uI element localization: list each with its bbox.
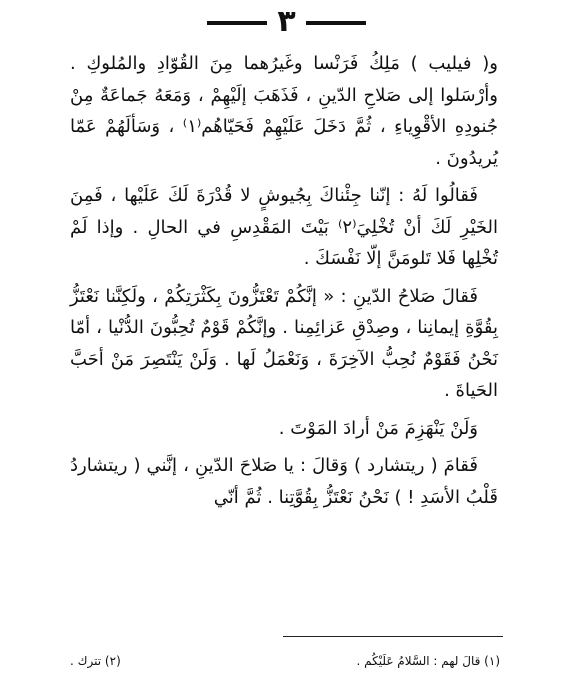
header-dash-right bbox=[306, 21, 366, 25]
header-dash-left bbox=[207, 21, 267, 25]
paragraph-1: و( فيليب ) مَلِكُ فَرَنْسا وغَيرُهما مِنَ القُوّادِ والمُلوكِ . وأرْسَلوا إلى صَلاحِ الدّينِ ، فَذَهَبَ إلَيْهِمْ ، وَمَعَهُ جَماعَةٌ مِنْ جُنودِهِ الأقْوِياءِ ، ثُمَّ دَخَلَ عَلَيْهِمْ فَحَيّاهُم⁽١⁾ ، وَسَألَهُمْ عَمّا يُريدُونَ . bbox=[70, 53, 498, 169]
footnote-separator bbox=[283, 636, 503, 637]
footnotes bbox=[70, 652, 500, 670]
body-text bbox=[70, 48, 498, 519]
footnote-2: (٢) تترك . bbox=[70, 654, 121, 668]
paragraph-2: فَقالُوا لَهُ : إنّنا جِئْناكَ بِجُيوشٍ لا قُدْرَةَ لَكَ عَلَيْها ، فَمِنَ الخَيْرِ لَكَ أنْ تُخْلِيَ⁽٢⁾ بَيْتَ المَقْدِسِ في الحالِ . وإذا لَمْ تُخْلِها فَلا تَلومَنَّ إلّا نَفْسَكَ . bbox=[70, 185, 498, 269]
page-number: ٣ bbox=[277, 4, 296, 39]
footnote-1: (١) قالَ لهم : السَّلامُ عَلَيْكُم . bbox=[356, 654, 500, 668]
paragraph-3: فَقالَ صَلاحُ الدّينِ : « إنَّكُمْ تَعْتَزُّونَ بِكَثْرَتِكُمْ ، ولَكِنَّنا نَعْتَزُّ بِقُوَّةِ إيمانِنا ، وصِدْقِ عَزائِمِنا . وإنَّكُمْ قَوْمٌ تُحِبُّونَ الدُّنْيا ، أمّا نَحْنُ فَقَوْمٌ نُحِبُّ الآخِرَةَ ، وَنَعْمَلُ لَها . وَلَنْ يَنْتَصِرَ مَنْ أحَبَّ الحَياةَ . bbox=[70, 285, 498, 401]
paragraph-4: وَلَنْ يَنْهَزِمَ مَنْ أرادَ المَوْتَ . bbox=[278, 417, 478, 439]
page-header bbox=[0, 4, 573, 40]
paragraph-5: فَقامَ ( ريتشارد ) وَقالَ : يا صَلاحَ الدّينِ ، إنَّني ( ريتشاردُ قَلْبُ الأسَدِ ! ) نَحْنُ نَعْتَزُّ بِقُوَّتِنا . ثُمَّ أنّي bbox=[70, 455, 498, 508]
